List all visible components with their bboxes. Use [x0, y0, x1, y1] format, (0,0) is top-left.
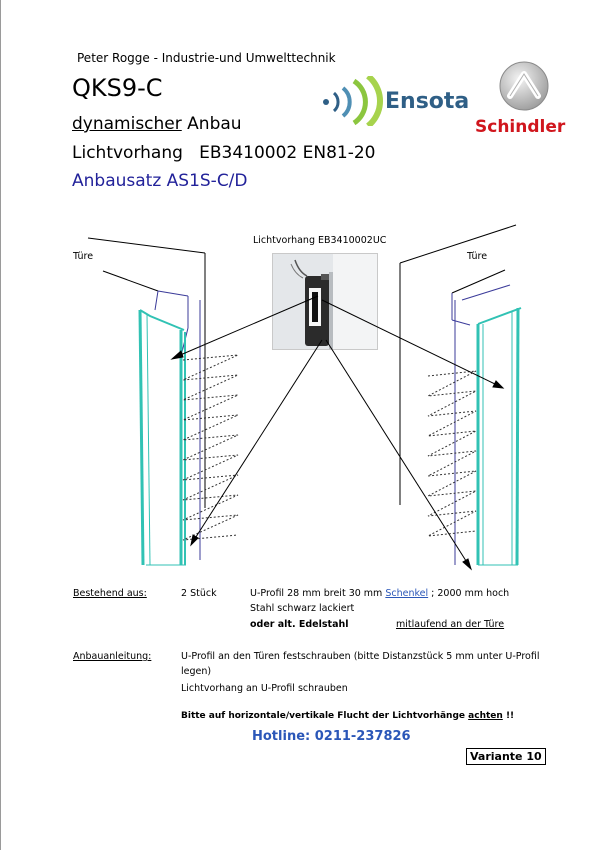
alignment-warning-achten: achten	[468, 711, 503, 721]
pointer-arrows	[172, 296, 503, 569]
diagram-caption: Lichtvorhang EB3410002UC	[253, 235, 387, 246]
alignment-warning	[181, 711, 514, 721]
profile-spec-schenkel: Schenkel	[385, 588, 429, 599]
hotline: Hotline: 0211-237826	[252, 729, 411, 744]
door-label-right: Türe	[467, 251, 488, 262]
company-name: Peter Rogge - Industrie-und Umwelttechnik	[77, 51, 336, 65]
profile-spec-part1: U-Profil 28 mm breit 30 mm	[250, 588, 383, 599]
subtitle-underlined-word: dynamischer	[72, 114, 182, 134]
instructions-label: Anbauanleitung:	[73, 651, 152, 662]
consisting-label: Bestehend aus:	[73, 588, 147, 599]
quantity: 2 Stück	[181, 588, 217, 599]
profile-finish: Stahl schwarz lackiert	[250, 603, 355, 614]
schindler-logo-text: Schindler	[475, 117, 566, 137]
alt-material: oder alt. Edelstahl	[250, 619, 349, 630]
alignment-warning-exclamation: !!	[505, 711, 515, 721]
moves-with-door: mitlaufend an der Türe	[396, 619, 505, 630]
left-u-profile	[140, 310, 186, 565]
product-code: QKS9-C	[72, 74, 163, 102]
light-curtain-line: Lichtvorhang EB3410002 EN81-20	[72, 143, 376, 163]
right-u-profile	[478, 308, 521, 565]
kit-line: Anbausatz AS1S-C/D	[72, 171, 248, 191]
alignment-warning-main: Bitte auf horizontale/vertikale Flucht der Lichtvorhänge	[181, 711, 466, 721]
subtitle-rest: Anbau	[187, 114, 242, 134]
door-label-left: Türe	[73, 251, 94, 262]
profile-spec	[250, 588, 509, 599]
right-door-frame	[400, 225, 516, 565]
instruction-1b: legen)	[181, 666, 212, 677]
instruction-1a: U-Profil an den Türen festschrauben (bitte Distanzstück 5 mm unter U-Profil	[181, 651, 540, 662]
right-light-beams	[428, 371, 476, 536]
variant-box: Variante 10	[466, 748, 546, 765]
left-door-frame	[88, 238, 205, 560]
instruction-2: Lichtvorhang an U-Profil schrauben	[181, 683, 348, 694]
ensota-logo-text: Ensota	[385, 89, 470, 114]
left-light-beams	[183, 355, 238, 540]
profile-spec-part2: ; 2000 mm hoch	[431, 588, 510, 599]
